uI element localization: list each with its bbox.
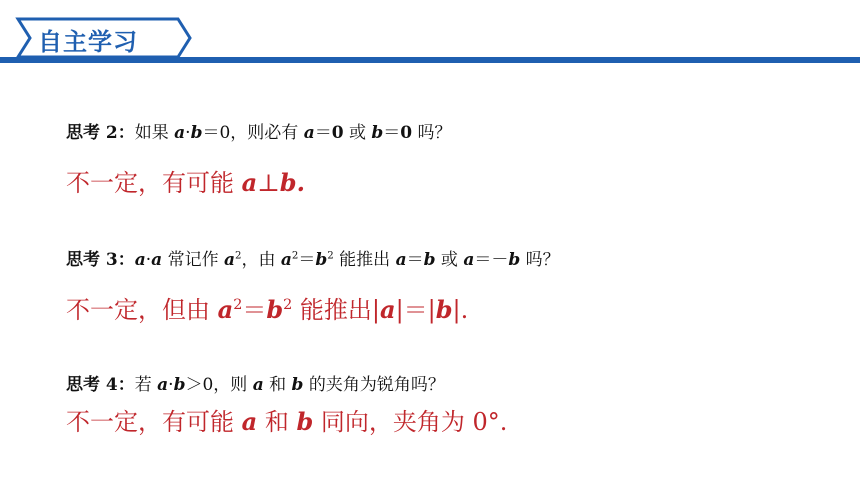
- text: 或: [435, 250, 464, 270]
- text: ＝: [298, 250, 316, 270]
- vector-a: a: [303, 123, 315, 143]
- exponent: 2: [233, 297, 243, 313]
- text: 或: [343, 123, 372, 143]
- text: ＝0，则必有: [202, 123, 304, 143]
- text: |＝|: [395, 296, 436, 324]
- vector-b: b: [423, 250, 436, 270]
- vector-a: a: [241, 407, 258, 436]
- exponent: 2: [235, 250, 242, 262]
- answer-3: [66, 290, 468, 325]
- question-colon: ：: [117, 123, 135, 143]
- section-title: 自主学习: [38, 28, 138, 56]
- text: 能推出|: [292, 296, 381, 324]
- question-2: [66, 118, 452, 143]
- text: ，由: [241, 250, 281, 270]
- vector-a: a: [395, 250, 407, 270]
- text: ＝: [406, 250, 424, 270]
- question-colon: ：: [117, 250, 135, 270]
- text: 常记作: [162, 250, 224, 270]
- text: 不一定，有可能: [66, 169, 242, 197]
- vector-a: a: [252, 375, 264, 395]
- text: 的夹角为锐角吗？: [303, 375, 445, 395]
- zero-vector: 0: [400, 123, 413, 143]
- text: 不一定，但由: [66, 296, 218, 324]
- vector-a: a: [134, 250, 146, 270]
- text: ＝－: [474, 250, 509, 270]
- vector-b: b: [190, 123, 203, 143]
- text: 能推出: [333, 250, 396, 270]
- vector-a: a: [157, 375, 169, 395]
- dot-operator: ·: [145, 250, 152, 270]
- text: 若: [134, 375, 158, 395]
- vector-b: b: [371, 123, 384, 143]
- header-divider: [0, 57, 860, 63]
- text: ＝: [242, 296, 267, 324]
- vector-a: a: [151, 250, 163, 270]
- text: 吗？: [520, 250, 560, 270]
- text: ＞0，则: [185, 375, 253, 395]
- question-label: 思考 2: [66, 123, 118, 143]
- text: ＝: [383, 123, 401, 143]
- exponent: 2: [291, 250, 299, 262]
- vector-b: b: [296, 407, 314, 436]
- vector-b: b: [173, 375, 186, 395]
- dot-operator: ·: [185, 123, 191, 143]
- question-label: 思考 4: [66, 375, 118, 395]
- exponent: 2: [283, 297, 293, 313]
- dot-operator: ·: [168, 375, 174, 395]
- vector-a: a: [217, 295, 234, 324]
- vector-b: b: [266, 295, 284, 324]
- text: 和: [263, 375, 292, 395]
- question-colon: ：: [117, 375, 135, 395]
- perpendicular-symbol: ⊥: [257, 169, 280, 197]
- vector-b: b: [508, 250, 521, 270]
- zero-vector: 0: [331, 123, 344, 143]
- answer-4: [66, 402, 507, 437]
- exponent: 2: [327, 250, 334, 262]
- text: ＝: [314, 123, 332, 143]
- vector-b: b: [291, 375, 304, 395]
- vector-b: b: [315, 250, 328, 270]
- vector-a: a: [174, 123, 186, 143]
- vector-b: b: [435, 295, 453, 324]
- vector-a: a: [380, 295, 396, 324]
- vector-a: a: [224, 250, 236, 270]
- question-4: [66, 370, 445, 395]
- text: 同向，夹角为 0°.: [313, 408, 508, 436]
- vector-a: a: [463, 250, 475, 270]
- text: 如果: [134, 123, 175, 143]
- vector-a: a: [280, 250, 292, 270]
- question-3: [66, 245, 560, 270]
- question-label: 思考 3: [66, 250, 118, 270]
- text: 吗？: [412, 123, 452, 143]
- text: 和: [257, 408, 297, 436]
- text: 不一定，有可能: [66, 408, 242, 436]
- answer-2: [66, 163, 305, 198]
- vector-b: b.: [279, 168, 305, 197]
- text: |.: [452, 296, 469, 324]
- vector-a: a: [241, 168, 258, 197]
